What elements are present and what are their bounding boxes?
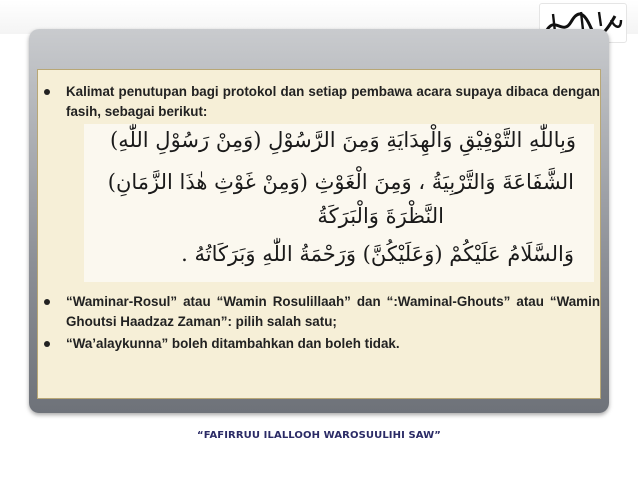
bullet-text: “Waminar-Rosul” atau “Wamin Rosulillaah” dan “:Waminal-Ghouts” atau “Wamin Ghoutsi Haadzaz Zaman”: pilih salah satu;	[66, 294, 600, 329]
bullet-item-2	[44, 292, 600, 332]
bullet-item-3	[44, 334, 600, 354]
arabic-line-4: وَالسَّلَامُ عَلَيْكُمْ (وَعَلَيْكُنَّ) وَرَحْمَةُ اللّٰهِ وَبَرَكَاتُهُ .	[181, 242, 574, 266]
arabic-line-2: الشَّفَاعَةَ وَالتَّرْبِيَةُ ، وَمِنَ الْغَوْثِ (وَمِنْ غَوْثِ هٰذَا الزَّمَانِ)	[107, 170, 574, 194]
bullet-item-1	[44, 82, 600, 122]
arabic-line-1: وَبِاللّٰهِ التَّوْفِيْقِ وَالْهِدَايَةِ وَمِنَ الرَّسُوْلِ (وَمِنْ رَسُوْلِ اللّٰهِ)	[110, 128, 576, 152]
footer-phrase: “FAFIRRUU ILALLOOH WAROSUULIHI SAW”	[197, 430, 441, 441]
bullet-text: “Wa’alaykunna” boleh ditambahkan dan boleh tidak.	[66, 336, 400, 351]
arabic-line-3: النَّظْرَةَ وَالْبَرَكَةُ	[317, 204, 444, 228]
bullet-text: Kalimat penutupan bagi protokol dan setiap pembawa acara supaya dibaca dengan fasih, sebagai berikut:	[66, 84, 600, 119]
arabic-text-image	[84, 124, 594, 282]
